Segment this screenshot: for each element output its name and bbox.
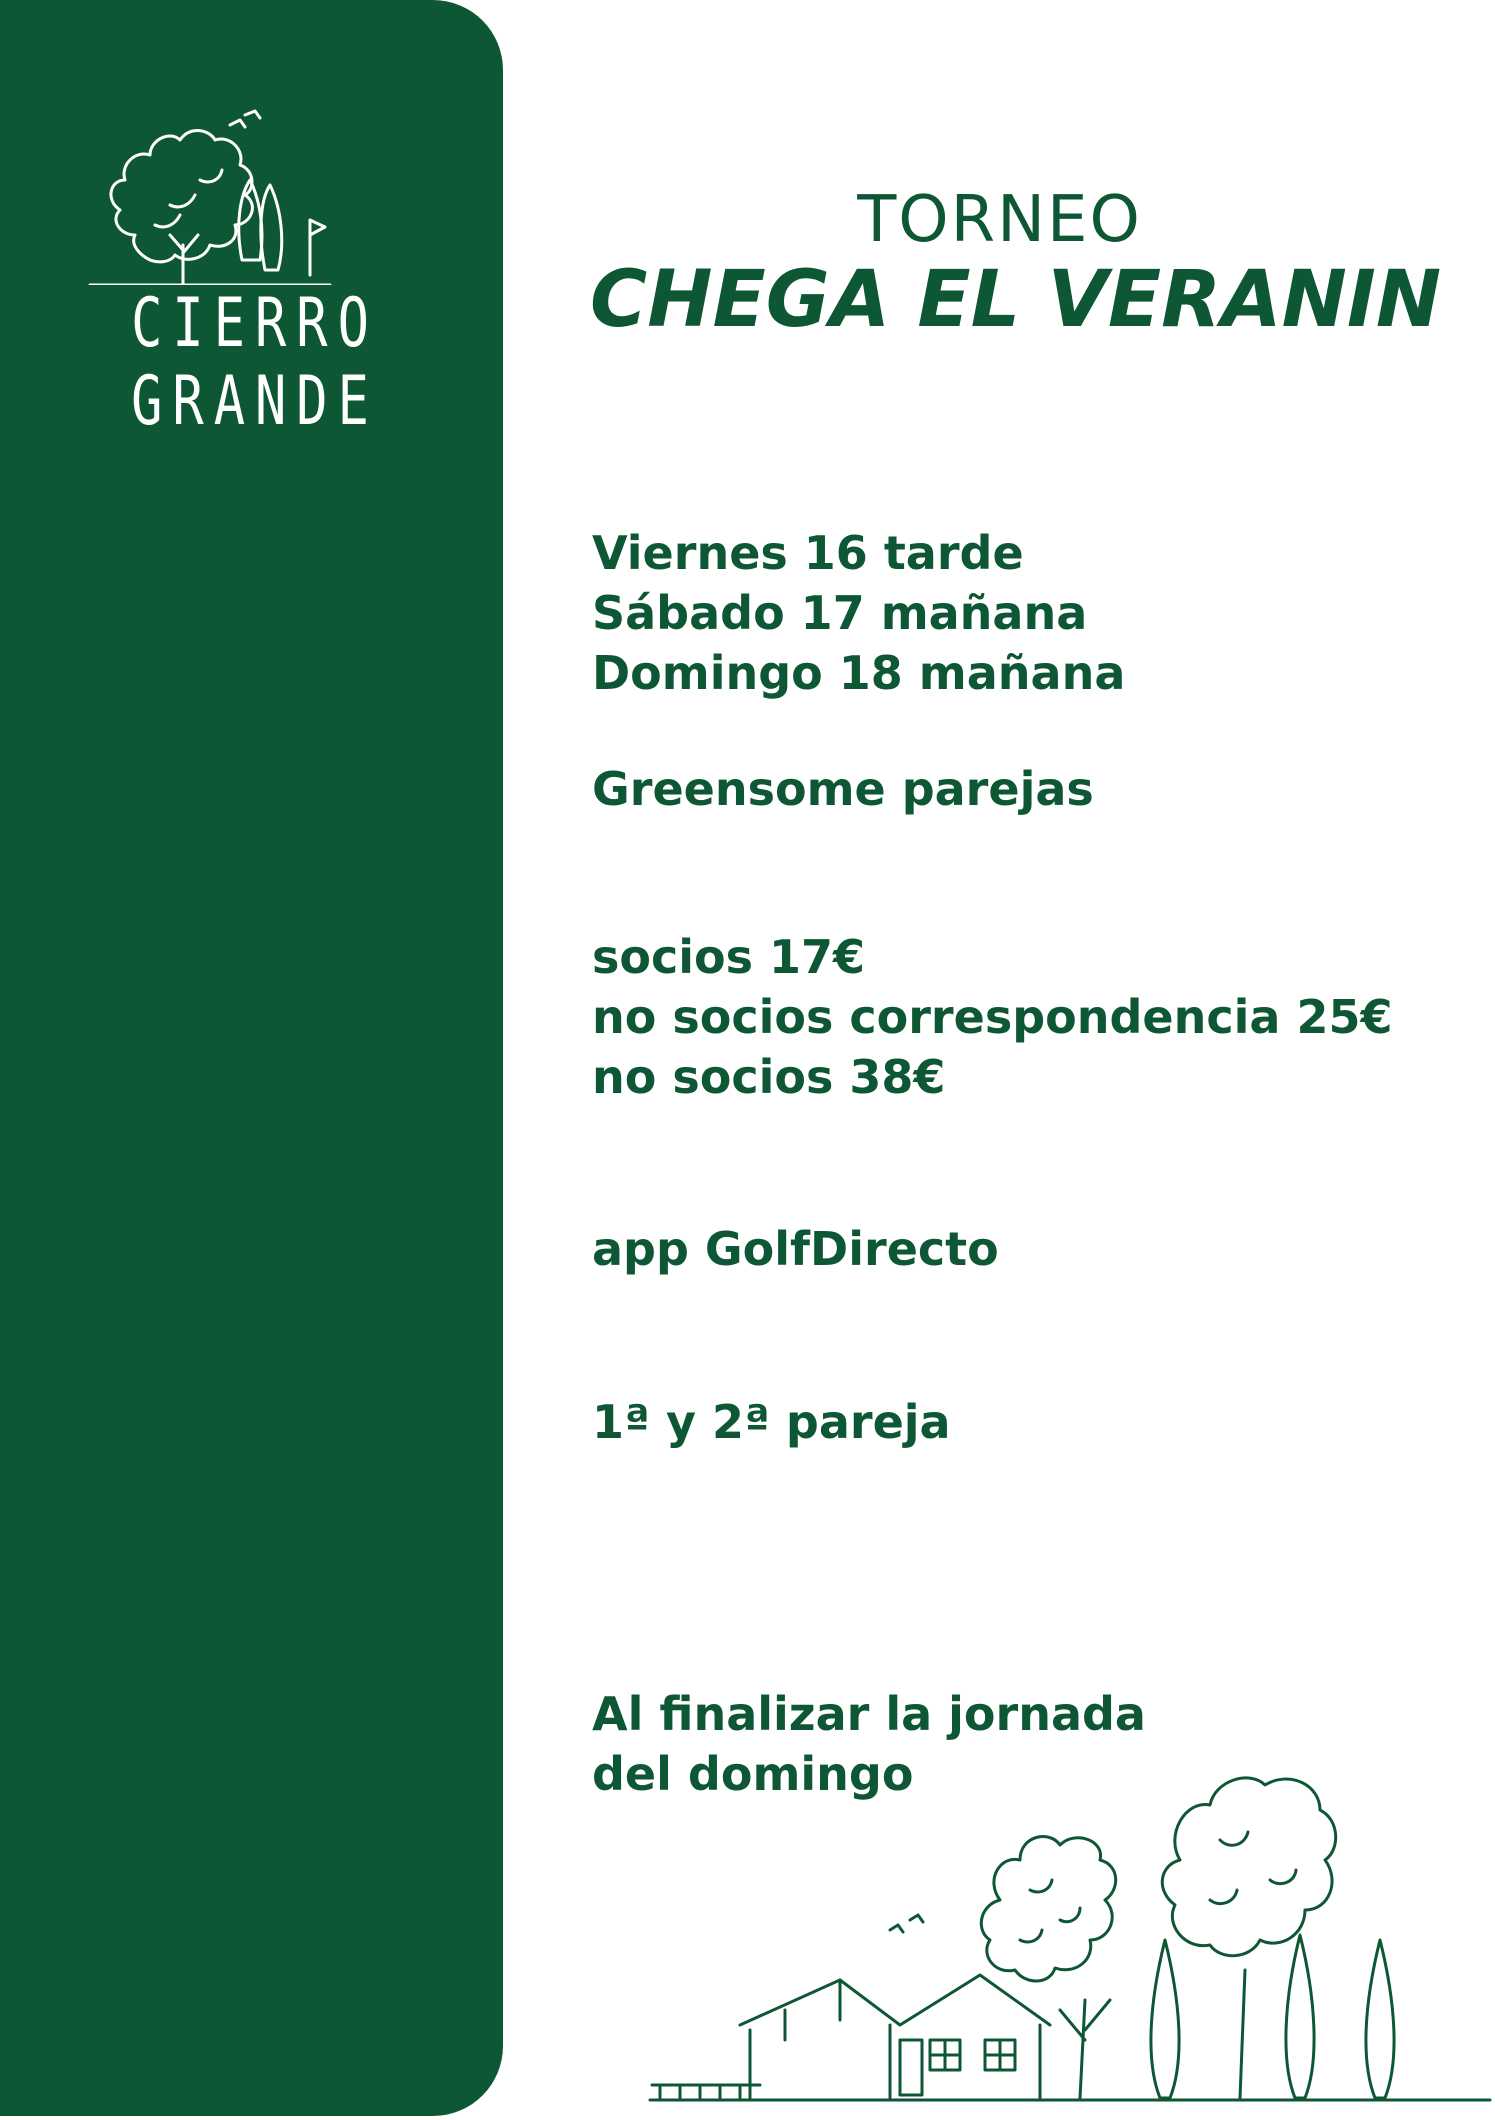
title-torneo: TORNEO (857, 183, 1142, 257)
value-line: Greensome parejas (592, 762, 1094, 816)
value-line: no socios correspondencia 25€ (592, 990, 1393, 1044)
value-line: Domingo 18 mañana (592, 646, 1126, 700)
value-line: socios 17€ (592, 930, 866, 984)
brand-name: CIERRO GRANDE (131, 285, 379, 441)
page-title: CHEGA EL VERANIN (590, 255, 1442, 345)
value-fechas (592, 523, 1125, 703)
value-line: no socios 38€ (592, 1050, 946, 1104)
value-precio (592, 927, 1392, 1107)
value-line: Sábado 17 mañana (592, 586, 1088, 640)
house-trees-illustration (640, 1740, 1495, 2116)
value-premios (592, 1392, 951, 1452)
value-modalidad (592, 759, 1094, 819)
value-inscripciones (592, 1219, 999, 1279)
value-line: Al finalizar la jornada (592, 1687, 1146, 1741)
value-line: 1ª y 2ª pareja (592, 1395, 951, 1449)
value-line: Viernes 16 tarde (592, 526, 1024, 580)
value-line: del domingo (592, 1747, 914, 1801)
sidebar-panel (0, 0, 503, 2116)
cierro-grande-logo (70, 85, 440, 441)
value-line: app GolfDirecto (592, 1222, 999, 1276)
tree-logo-icon (70, 85, 440, 285)
house-trees-icon (640, 1740, 1495, 2116)
